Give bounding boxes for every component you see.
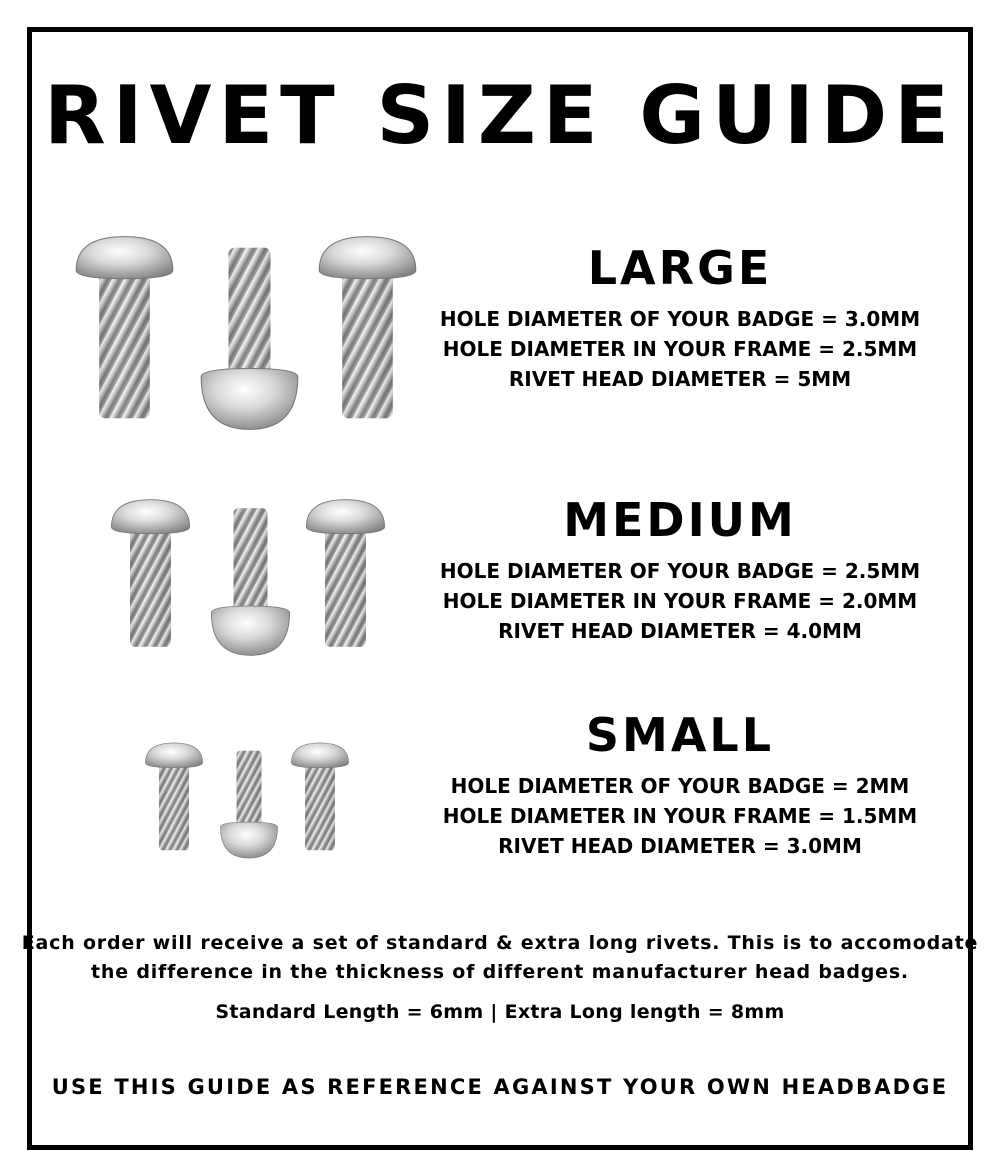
rivet-lengths: Standard Length = 6mm | Extra Long length = 8mm [215,1001,785,1023]
size-large [420,240,940,394]
medium-frame-hole-spec: HOLE DIAMETER IN YOUR FRAME = 2.0MM [442,589,918,613]
size-small-title: SMALL [585,708,775,762]
size-large-title: LARGE [587,241,773,295]
page-title: RIVET SIZE GUIDE [44,69,956,162]
order-note-line-2: the difference in the thickness of different manufacturer head badges. [91,961,909,983]
large-frame-hole-spec: HOLE DIAMETER IN YOUR FRAME = 2.5MM [442,337,918,361]
large-badge-hole-spec: HOLE DIAMETER OF YOUR BADGE = 3.0MM [439,307,921,331]
large-rivets-illustration [72,232,422,432]
order-note-line-1: Each order will receive a set of standard & extra long rivets. This is to accomodate [21,932,979,954]
small-head-diameter-spec: RIVET HEAD DIAMETER = 3.0MM [498,834,862,858]
large-head-diameter-spec: RIVET HEAD DIAMETER = 5MM [508,367,852,391]
size-small [420,707,940,861]
small-frame-hole-spec: HOLE DIAMETER IN YOUR FRAME = 1.5MM [442,804,918,828]
small-badge-hole-spec: HOLE DIAMETER OF YOUR BADGE = 2MM [450,774,910,798]
size-medium-title: MEDIUM [563,493,797,547]
medium-rivets-illustration [108,497,390,659]
medium-head-diameter-spec: RIVET HEAD DIAMETER = 4.0MM [498,619,862,643]
medium-badge-hole-spec: HOLE DIAMETER OF YOUR BADGE = 2.5MM [439,559,921,583]
order-note [0,929,1000,987]
reference-footer: USE THIS GUIDE AS REFERENCE AGAINST YOUR OWN HEADBADGE [51,1075,949,1099]
size-medium [420,492,940,646]
small-rivets-illustration [143,740,353,860]
